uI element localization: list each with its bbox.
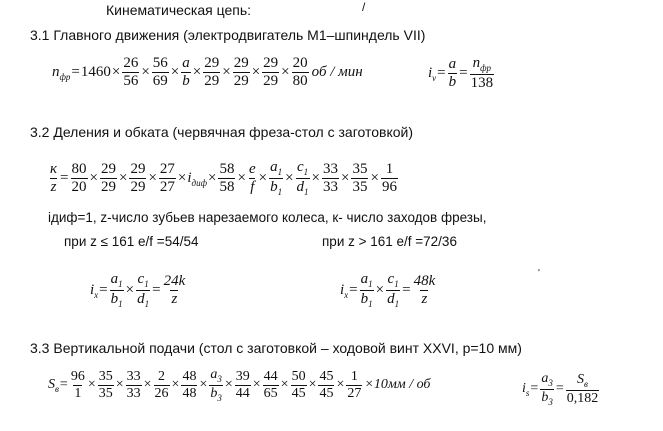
formula-3-1-main: $n_{фр}$ = 1460 × $\frac{26}{56}$ × $\frac{56}{69}$ × $\frac{a}{b}$ × $\frac{29}{29}$ × $\frac{29}{29}$ × $\frac{29}{29}$ × $\frac{20}{80}$ об / мин (52, 55, 363, 89)
condition-left: при z ≤ 161 e/f =54/54 (64, 234, 199, 249)
unit-mm-per-rev: ×10мм / об (364, 377, 431, 393)
stray-mark-2: ' (538, 268, 540, 279)
formula-ix-left: $i_x$ = $\frac{a_1}{b_1}$ × $\frac{c_1}{d_1}$ = $\frac{24k}{z}$ (90, 271, 186, 309)
formula-3-1-ratio: $i_v$ = $\frac{a}{b}$ = $\frac{n_{фр}}{138}$ (428, 55, 494, 91)
condition-right: при z > 161 e/f =72/36 (322, 234, 457, 249)
stray-mark: / (362, 0, 366, 14)
formula-3-3-main: $S_в$ = $\frac{96}{1}$ × $\frac{35}{35}$ × $\frac{33}{33}$ × $\frac{2}{26}$ × $\frac{48}{48}$ × $\frac{a_3}{b_3}$ × $\frac{39}{44}$ × $\frac{44}{65}$ × $\frac{50}{45}$ × $\frac{45}{45}$ × $\frac{1}{27}$ ×10мм / об (48, 367, 431, 403)
motor-rpm: 1460 (80, 64, 111, 80)
section-3-3-heading: 3.3 Вертикальной подачи (стол с заготовкой – ходовой винт XXVI, р=10 мм) (30, 340, 522, 356)
formula-3-2-main: $\frac{к}{z}$ = $\frac{80}{20}$ × $\frac{29}{29}$ × $\frac{29}{29}$ × $\frac{27}{27}$ × $i_{диф}$ × $\frac{58}{58}$ × $\frac{e}{f}$ × $\frac{a_1}{b_1}$ × $\frac{c_1}{d_1}$ × $\frac{33}{33}$ × $\frac{35}{35}$ × $\frac{1}{96}$ (50, 159, 397, 197)
formula-ix-right: $i_x$ = $\frac{a_1}{b_1}$ × $\frac{c_1}{d_1}$ = $\frac{48k}{z}$ (340, 271, 436, 309)
note-line: iдиф=1, z-число зубьев нарезаемого колеса, к- число заходов фрезы, (48, 210, 487, 225)
n-symbol: $n_{фр}$ (52, 63, 71, 82)
section-3-1-heading: 3.1 Главного движения (электродвигатель М1–шпиндель VII) (30, 27, 426, 43)
section-3-2-heading: 3.2 Деления и обката (червячная фреза-стол с заготовкой) (30, 124, 414, 140)
unit-rpm: об / мин (311, 64, 363, 80)
formula-3-3-ratio: $i_s$ = $\frac{a_3}{b_3}$ = $\frac{S_в}{0,182}$ (522, 371, 599, 407)
page-title: Кинематическая цепь: (106, 2, 252, 18)
